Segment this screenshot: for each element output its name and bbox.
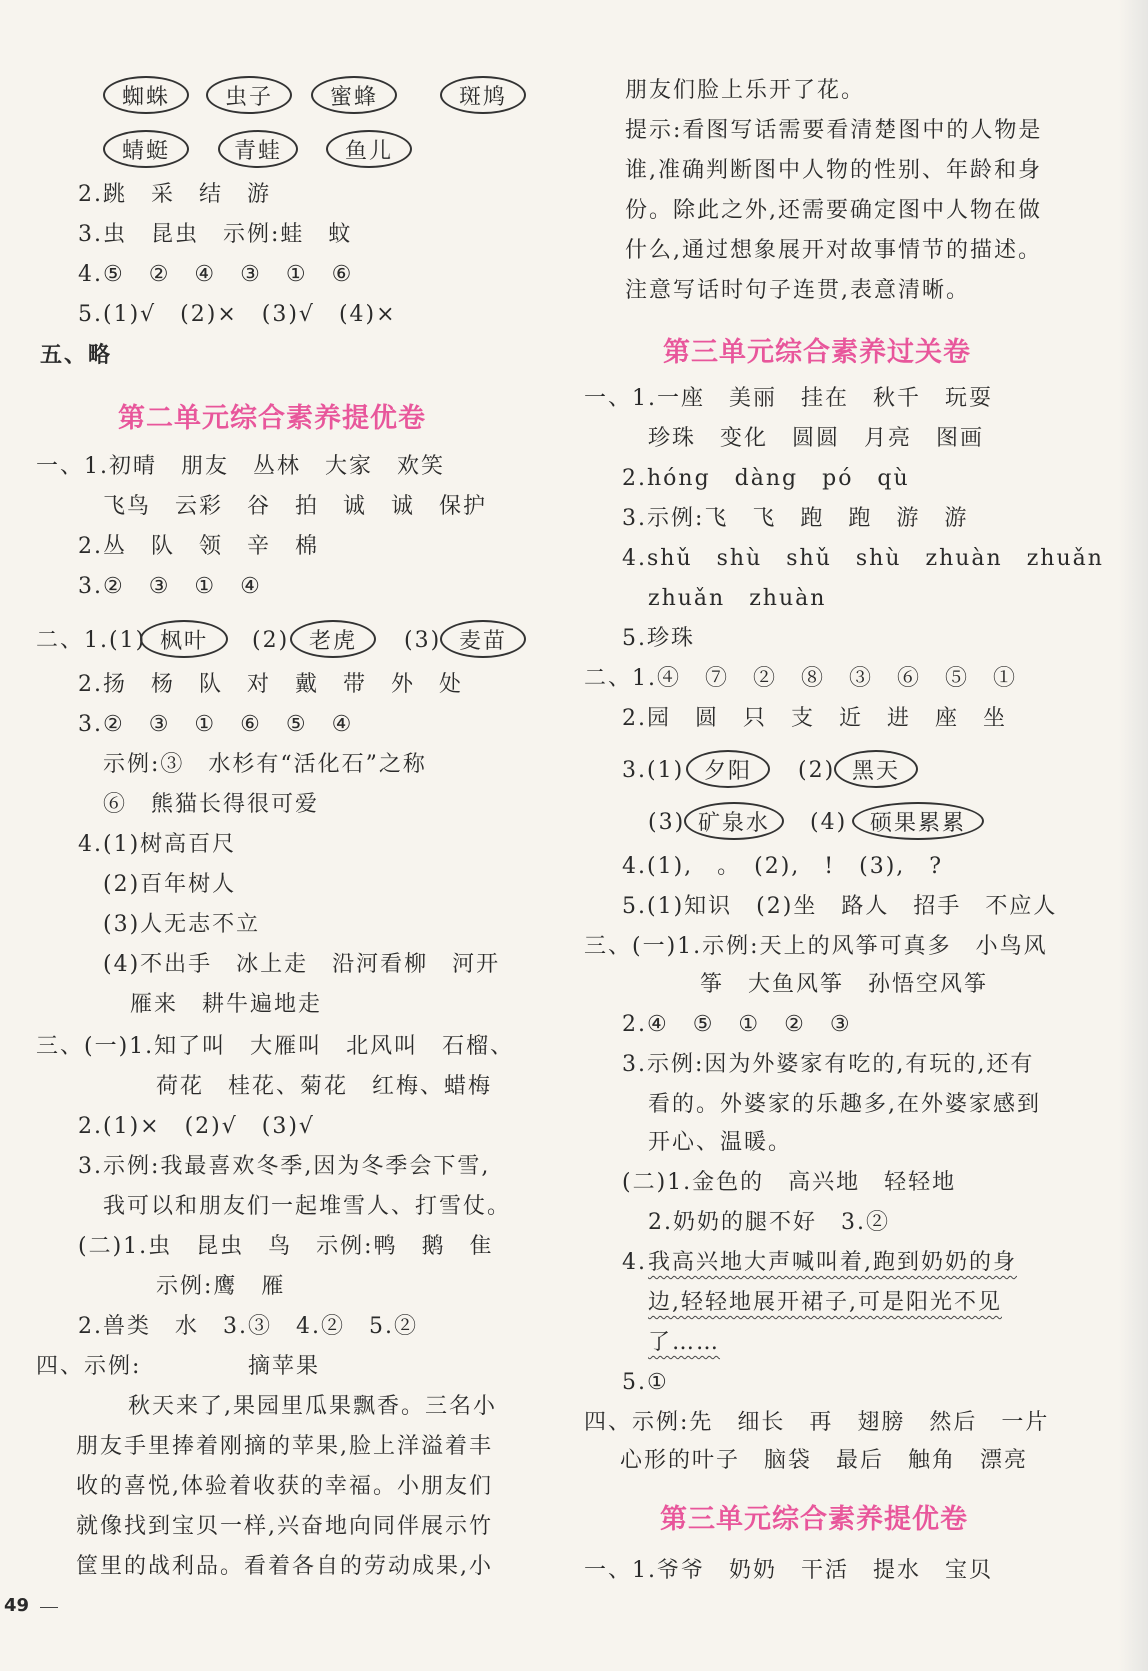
hint-line: 提示:看图写话需要看清楚图中的人物是 xyxy=(625,118,1043,143)
answer-oval: 矿泉水 xyxy=(684,802,784,840)
answer-line: 5.珍珠 xyxy=(622,626,695,651)
hint-line: 谁,准确判断图中人物的性别、年龄和身 xyxy=(625,158,1042,183)
answer-oval: 蜻蜓 xyxy=(103,130,189,168)
answer-line: (3) xyxy=(648,810,686,835)
essay-line: 收的喜悦,体验着收获的幸福。小朋友们 xyxy=(76,1474,493,1499)
answer-oval: 蜜蜂 xyxy=(311,76,397,114)
answer-line: 一、1.初晴 朋友 丛林 大家 欢笑 xyxy=(36,454,445,479)
hint-line: 注意写话时句子连贯,表意清晰。 xyxy=(625,278,970,303)
answer-oval: 青蛙 xyxy=(218,130,298,168)
essay-line: 筐里的战利品。看着各自的劳动成果,小 xyxy=(76,1554,493,1579)
answer-line: (3)人无志不立 xyxy=(103,912,261,937)
answer-line: zhuǎn zhuàn xyxy=(648,586,827,611)
answer-line: 珍珠 变化 圆圆 月亮 图画 xyxy=(648,426,985,451)
answer-line: 二、1.(1) xyxy=(36,628,147,653)
answer-oval: 麦苗 xyxy=(440,620,526,658)
underlined-sentence: 了…… xyxy=(648,1330,721,1355)
answer-line: 荷花 桂花、菊花 红梅、蜡梅 xyxy=(156,1074,493,1099)
answer-line: (2)百年树人 xyxy=(103,872,237,897)
answer-line: 4.(1), 。 (2), ! (3), ? xyxy=(622,854,944,879)
answer-line: 一、1.一座 美丽 挂在 秋千 玩耍 xyxy=(584,386,993,411)
essay-line: 朋友手里捧着刚摘的苹果,脸上洋溢着丰 xyxy=(76,1434,493,1459)
answer-line: 2.园 圆 只 支 近 进 座 坐 xyxy=(622,706,1007,731)
answer-line: ⑥ 熊猫长得很可爱 xyxy=(103,792,320,817)
answer-line: 四、示例:先 细长 再 翅膀 然后 一片 xyxy=(584,1410,1050,1435)
answer-line: 2.(1)× (2)√ (3)√ xyxy=(78,1114,315,1139)
answer-line: 一、1.爷爷 奶奶 干活 提水 宝贝 xyxy=(584,1558,993,1583)
answer-line: 三、(一)1.示例:天上的风筝可真多 小鸟风 xyxy=(584,934,1048,959)
answer-line: 4.(1)树高百尺 xyxy=(78,832,237,857)
answer-line: 二、1.④ ⑦ ② ⑧ ③ ⑥ ⑤ ① xyxy=(584,666,1017,691)
answer-oval: 黑天 xyxy=(834,750,918,788)
answer-line: 心形的叶子 脑袋 最后 触角 漂亮 xyxy=(620,1448,1029,1473)
answer-line: 四、示例: xyxy=(36,1354,142,1379)
answer-line: 5.(1)知识 (2)坐 路人 招手 不应人 xyxy=(622,894,1058,919)
answer-line: (二)1.金色的 高兴地 轻轻地 xyxy=(622,1170,957,1195)
answer-line: 看的。外婆家的乐趣多,在外婆家感到 xyxy=(648,1092,1041,1117)
answer-line: 雁来 耕牛遍地走 xyxy=(130,992,323,1017)
answer-oval: 枫叶 xyxy=(140,620,228,658)
answer-line: 开心、温暖。 xyxy=(648,1130,793,1155)
answer-line: 2.hóng dàng pó qù xyxy=(622,466,910,491)
answer-line: 3.示例:我最喜欢冬季,因为冬季会下雪, xyxy=(78,1154,491,1179)
section-label: 五、略 xyxy=(40,342,113,368)
answer-line: (3) xyxy=(404,628,442,653)
answer-line: 2.兽类 水 3.③ 4.② 5.② xyxy=(78,1314,418,1339)
answer-line: 3.示例:飞 飞 跑 跑 游 游 xyxy=(622,506,969,531)
section-heading: 第三单元综合素养过关卷 xyxy=(663,337,971,368)
answer-oval: 鱼儿 xyxy=(326,130,412,168)
answer-line: 3.虫 昆虫 示例:蛙 蚊 xyxy=(78,222,353,247)
answer-line: 三、(一)1.知了叫 大雁叫 北风叫 石榴、 xyxy=(36,1034,515,1059)
section-heading: 第二单元综合素养提优卷 xyxy=(118,403,426,434)
answer-line: 2.扬 杨 队 对 戴 带 外 处 xyxy=(78,672,463,697)
answer-line: 2.奶奶的腿不好 3.② xyxy=(648,1210,890,1235)
answer-line: 3.② ③ ① ④ xyxy=(78,574,262,599)
answer-oval: 斑鸠 xyxy=(440,76,526,114)
section-heading: 第三单元综合素养提优卷 xyxy=(660,1504,968,1535)
essay-line: 朋友们脸上乐开了花。 xyxy=(625,78,866,103)
answer-line: 2.丛 队 领 辛 棉 xyxy=(78,534,319,559)
answer-oval: 老虎 xyxy=(290,620,376,658)
answer-line: 4. xyxy=(622,1250,647,1275)
page-edge-shadow xyxy=(1118,0,1148,1671)
answer-oval: 蜘蛛 xyxy=(103,76,189,114)
answer-oval: 硕果累累 xyxy=(852,802,984,840)
answer-line: 3.示例:因为外婆家有吃的,有玩的,还有 xyxy=(622,1052,1035,1077)
essay-line: 秋天来了,果园里瓜果飘香。三名小 xyxy=(128,1394,497,1419)
hint-line: 份。除此之外,还需要确定图中人物在做 xyxy=(625,198,1042,223)
underlined-sentence: 边,轻轻地展开裙子,可是阳光不见 xyxy=(648,1290,1002,1315)
essay-title: 摘苹果 xyxy=(248,1354,321,1379)
answer-line: 我可以和朋友们一起堆雪人、打雪仗。 xyxy=(103,1194,512,1219)
essay-line: 就像找到宝贝一样,兴奋地向同伴展示竹 xyxy=(76,1514,493,1539)
answer-oval: 虫子 xyxy=(206,76,292,114)
answer-line: (2) xyxy=(252,628,290,653)
page-number-rule xyxy=(40,1607,58,1608)
answer-line: (4)不出手 冰上走 沿河看柳 河开 xyxy=(103,952,501,977)
answer-oval: 夕阳 xyxy=(686,750,770,788)
answer-line: 示例:③ 水杉有“活化石”之称 xyxy=(103,752,427,777)
answer-line: 4.⑤ ② ④ ③ ① ⑥ xyxy=(78,262,354,287)
answer-line: 5.(1)√ (2)× (3)√ (4)× xyxy=(78,302,397,327)
answer-line: 筝 大鱼风筝 孙悟空风筝 xyxy=(700,972,989,997)
answer-line: 5.① xyxy=(622,1370,669,1395)
hint-line: 什么,通过想象展开对故事情节的描述。 xyxy=(625,238,1042,263)
underlined-sentence: 我高兴地大声喊叫着,跑到奶奶的身 xyxy=(648,1250,1017,1275)
page-number: 49 xyxy=(4,1595,30,1616)
answer-line: 4.shǔ shù shǔ shù zhuàn zhuǎn xyxy=(622,546,1104,571)
answer-line: (二)1.虫 昆虫 鸟 示例:鸭 鹅 隹 xyxy=(78,1234,494,1259)
answer-line: 飞鸟 云彩 谷 拍 诚 诚 保护 xyxy=(103,494,488,519)
answer-line: 3.② ③ ① ⑥ ⑤ ④ xyxy=(78,712,354,737)
answer-line: 3.(1) xyxy=(622,758,685,783)
answer-line: 示例:鹰 雁 xyxy=(156,1274,286,1299)
answer-line: 2.跳 采 结 游 xyxy=(78,182,271,207)
answer-line: (2) xyxy=(798,758,836,783)
answer-line: 2.④ ⑤ ① ② ③ xyxy=(622,1012,852,1037)
answer-line: (4) xyxy=(810,810,848,835)
